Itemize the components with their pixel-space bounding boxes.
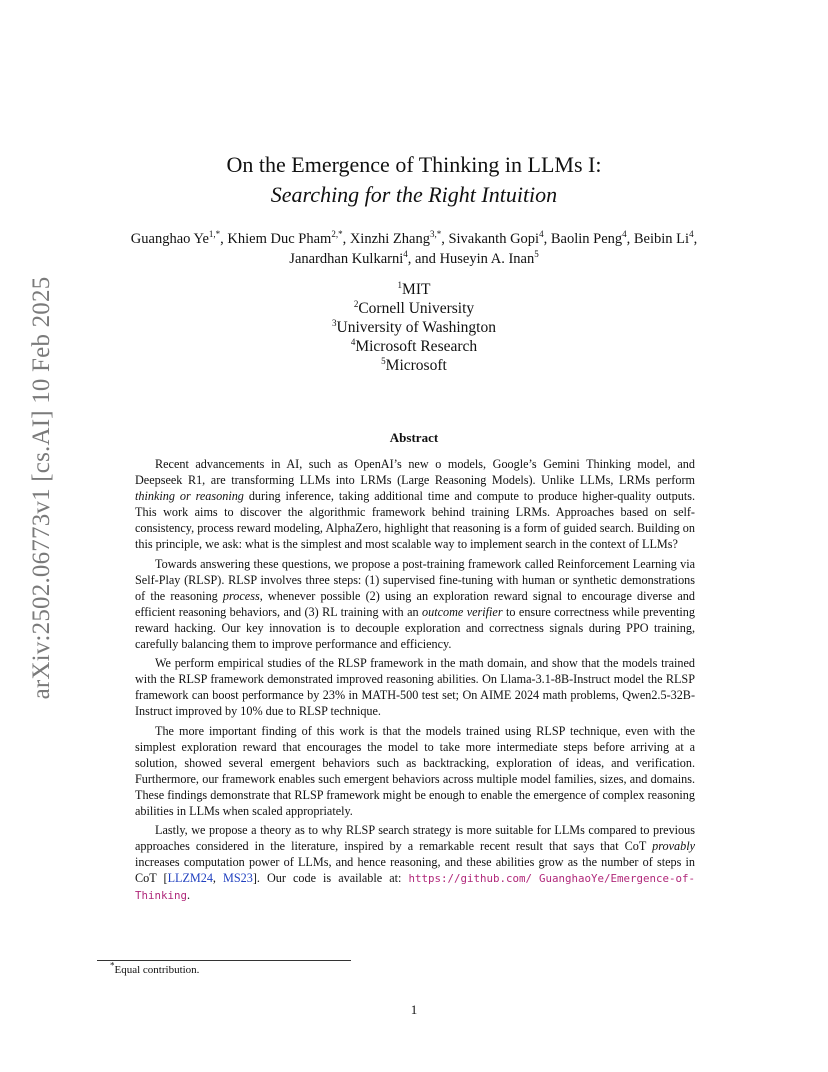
author: Sivakanth Gopi	[448, 231, 540, 247]
author: Khiem Duc Pham	[227, 231, 332, 247]
author: Guanghao Ye	[130, 231, 209, 247]
paper-title	[0, 150, 828, 210]
page-number: 1	[410, 1002, 418, 1017]
abstract-heading: Abstract	[389, 430, 439, 445]
author: Janardhan Kulkarni	[289, 251, 404, 267]
arxiv-stamp: arXiv:2502.06773v1 [cs.AI] 10 Feb 2025	[28, 276, 55, 699]
title-line-2: Searching for the Right Intuition	[270, 182, 558, 207]
footnote: *Equal contribution.	[110, 960, 200, 976]
title-line-1: On the Emergence of Thinking in LLMs I:	[226, 152, 602, 177]
citation-link[interactable]: LLZM24	[167, 871, 213, 886]
affiliation-list	[0, 280, 828, 375]
author-list	[0, 229, 828, 269]
author: Baolin Peng	[550, 231, 623, 247]
abstract-body	[135, 456, 695, 908]
author-line-1: Guanghao $Ye^{1,*}$, Khiem Duc Pham$^{2,*}$, Xinzhi Zhang$^{3,*}$, Sivakanth Gopi$^4$, Baolin Peng$^4$, Beibin Li$^4$,	[130, 229, 698, 247]
affiliation: $^3$University of Washington	[332, 317, 496, 336]
author-line-2: Janardhan Kulkarni$^4$, and Huseyin A. Inan$^5$	[289, 249, 539, 267]
abstract-paragraph-3: We perform empirical studies of the RLSP framework in the math domain, and show that the models trained with the RLSP framework demonstrated improved reasoning abilities. On Llama-3.1-8B-Instruct model the RLSP framework can boost performance by 23% in MATH-500 test set; On AIME 2024 math problems, Qwen2.5-32B-Instruct improved by 10% due to RLSP technique.	[135, 656, 695, 719]
author: Beibin Li	[633, 231, 690, 247]
author: Xinzhi Zhang	[349, 231, 430, 247]
abstract-paragraph-1: Recent advancements in AI, such as OpenAI’s new o models, Google’s Gemini Thinking model, and Deepseek R1, are transforming LLMs into LRMs (Large Reasoning Models). Unlike LLMs, LRMs perform thinking or reasoning during inference, taking additional time and compute to produce higher-quality outputs. This work aims to discover the algorithmic framework behind training LRMs. Approaches based on self-consistency, process reward modeling, AlphaZero, highlight that reasoning is a form of guided search. Building on this principle, we ask: what is the simplest and most scalable way to implement search in the context of LLMs?	[135, 457, 696, 552]
abstract-paragraph-5: Lastly, we propose a theory as to why RLSP search strategy is more suitable for LLMs compared to previous approaches considered in the literature, inspired by a remarkable recent result that says that CoT provably increases computation power of LLMs, and hence reasoning, and these abilities grow as the number of steps in CoT [LLZM24, MS23]. Our code is available at: https://github.com/ GuanghaoYe/Emergence-of-Thinking.	[135, 823, 696, 903]
abstract-paragraph-2: Towards answering these questions, we propose a post-training framework called Reinforcement Learning via Self-Play (RLSP). RLSP involves three steps: (1) supervised fine-tuning with human or synthetic demonstrations of the reasoning process, whenever possible (2) using an exploration reward signal to encourage diverse and efficient reasoning behaviors, and (3) RL training with an outcome verifier to ensure correctness while preventing reward hacking. Our key innovation is to decouple exploration and correctness signals during PPO training, carefully balancing them to improve performance and efficiency.	[135, 556, 695, 652]
affiliation: $^2$Cornell University	[353, 298, 475, 317]
affiliation: $^4$Microsoft Research	[350, 336, 478, 355]
abstract-paragraph-4: The more important finding of this work is that the models trained using RLSP technique, even with the simplest exploration reward that encourages the model to take more intermediate steps before arriving at a solution, showed several emergent behaviors such as backtracking, exploration of ideas, and verification. Furthermore, our framework enables such emergent behaviors across multiple model families, sizes, and domains. These findings demonstrate that RLSP framework might be enough to enable the emergence of complex reasoning abilities in LLMs when scaled appropriately.	[135, 723, 695, 818]
author: Huseyin A. Inan	[439, 251, 535, 267]
code-url-link[interactable]: GuanghaoYe/Emergence-of-Thinking	[135, 872, 696, 903]
affiliation: $^5$Microsoft	[381, 355, 447, 374]
code-url-link[interactable]: https://github.com/	[408, 872, 532, 886]
affiliation: $^1$MIT	[397, 279, 431, 298]
footnote-divider	[97, 960, 351, 961]
citation-link[interactable]: MS23	[223, 871, 253, 886]
